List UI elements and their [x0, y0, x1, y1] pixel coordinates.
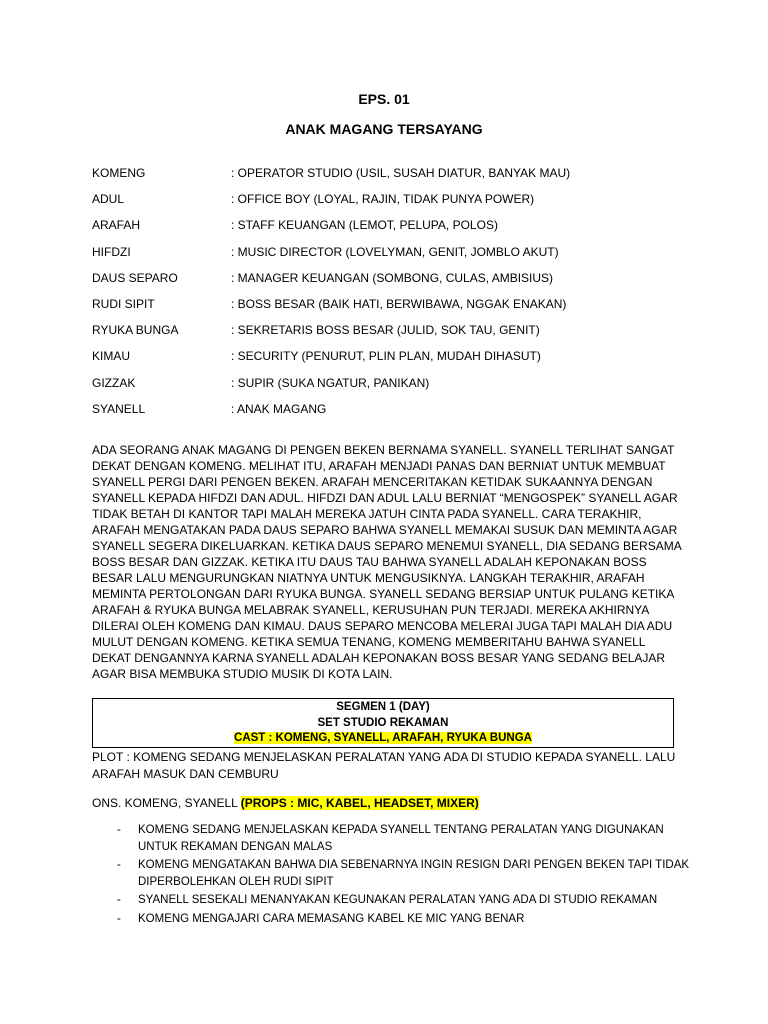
segment-set: SET STUDIO REKAMAN — [317, 716, 449, 729]
cast-row — [92, 217, 692, 243]
bullet-text: KOMENG SEDANG MENJELASKAN KEPADA SYANELL TENTANG PERALATAN YANG DIGUNAKAN UNTUK REKAMAN DENGAN MALAS — [138, 824, 664, 853]
synopsis-paragraph: ADA SEORANG ANAK MAGANG DI PENGEN BEKEN BERNAMA SYANELL. SYANELL TERLIHAT SANGAT DEKAT DENGAN KOMENG. MELIHAT ITU, ARAFAH MENJADI PANAS DAN BERNIAT UNTUK MEMBUAT SYANELL PERGI DARI PENGEN BEKEN. ARAFAH MENCERITAKAN KETIDAK SUKAANNYA DENGAN SYANELL KEPADA HIFDZI DAN ADUL. HIFDZI DAN ADUL LALU BERNIAT “MENGOSPEK” SYANELL AGAR TIDAK BETAH DI KANTOR TAPI MALAH MEREKA JATUH CINTA PADA SYANELL. CARA TERAKHIR, ARAFAH MENGATAKAN PADA DAUS SEPARO BAHWA SYANELL MEMAKAI SUSUK DAN MEMINTA AGAR SYANELL SEGERA DIKELUARKAN. KETIKA DAUS SEPARO MENEMUI SYANELL, DIA SEDANG BERSAMA BOSS BESAR DAN GIZZAK. KETIKA ITU DAUS TAU BAHWA SYANELL ADALAH KEPONAKAN BOSS BESAR LALU MENGURUNGKAN NIATNYA UNTUK MENGUSIKNYA. LANGKAH TERAKHIR, ARAFAH MEMINTA PERTOLONGAN DARI RYUKA BUNGA. SYANELL SEDANG BERSIAP UNTUK PULANG KETIKA ARAFAH & RYUKA BUNGA MELABRAK SYANELL, KERUSUHAN PUN TERJADI. MEREKA AKHIRNYA DILERAI OLEH KOMENG DAN KIMAU. DAUS SEPARO MENCOBA MELERAI JUGA TAPI MALAH DIA ADU MULUT DENGAN KOMENG. KETIKA SEMUA TENANG, KOMENG MEMBERITAHU BAHWA SYANELL DEKAT DENGANNYA KARNA SYANELL ADALAH KEPONAKAN BOSS BESAR YANG SEDANG BELAJAR AGAR BISA MEMBUKA STUDIO MUSIK DI KOTA LAIN. — [92, 443, 682, 681]
cast-row — [92, 165, 692, 191]
cast-row — [92, 401, 692, 427]
cast-list — [92, 165, 692, 427]
segment-cast-line — [93, 731, 673, 747]
plot-text: PLOT : KOMENG SEDANG MENJELASKAN PERALATAN YANG ADA DI STUDIO KEPADA SYANELL. LALU ARAFAH MASUK DAN CEMBURU — [92, 750, 676, 781]
ons-props: (PROPS : MIC, KABEL, HEADSET, MIXER) — [240, 796, 479, 810]
cast-row — [92, 296, 692, 322]
cast-name: SYANELL — [92, 401, 146, 416]
list-item — [92, 857, 692, 890]
segment-heading: SEGMEN 1 (DAY) — [336, 701, 430, 713]
list-item — [92, 822, 692, 855]
cast-name: KOMENG — [92, 166, 146, 180]
cast-name: DAUS SEPARO — [92, 270, 178, 285]
list-item — [92, 892, 692, 909]
list-item — [92, 911, 692, 928]
cast-row — [92, 375, 692, 401]
ons-line — [92, 795, 682, 811]
episode-number: EPS. 01 — [358, 91, 410, 107]
bullet-text: KOMENG MENGAJARI CARA MEMASANG KABEL KE MIC YANG BENAR — [138, 912, 525, 925]
cast-role: : ANAK MAGANG — [231, 401, 327, 416]
bullet-text: KOMENG MENGATAKAN BAHWA DIA SEBENARNYA INGIN RESIGN DARI PENGEN BEKEN TAPI TIDAK DIPERBOLEHKAN OLEH RUDI SIPIT — [138, 859, 690, 888]
cast-row — [92, 322, 692, 348]
cast-role: : OFFICE BOY (LOYAL, RAJIN, TIDAK PUNYA POWER) — [231, 192, 535, 207]
cast-row — [92, 270, 692, 296]
cast-role: : STAFF KEUANGAN (LEMOT, PELUPA, POLOS) — [231, 218, 498, 233]
segment-header-box — [92, 698, 674, 748]
cast-name: KIMAU — [92, 349, 131, 364]
bullet-dash: - — [117, 859, 121, 871]
cast-name: RUDI SIPIT — [92, 296, 155, 311]
cast-name: GIZZAK — [92, 375, 136, 390]
cast-role: : BOSS BESAR (BAIK HATI, BERWIBAWA, NGGAK ENAKAN) — [231, 296, 567, 311]
cast-role: : OPERATOR STUDIO (USIL, SUSAH DIATUR, BANYAK MAU) — [231, 166, 571, 180]
cast-name: HIFDZI — [92, 244, 131, 259]
segment-cast: CAST : KOMENG, SYANELL, ARAFAH, RYUKA BUNGA — [234, 732, 532, 744]
cast-name: RYUKA BUNGA — [92, 323, 179, 338]
cast-role: : MUSIC DIRECTOR (LOVELYMAN, GENIT, JOMBLO AKUT) — [231, 244, 559, 259]
bullet-text: SYANELL SESEKALI MENANYAKAN KEGUNAKAN PERALATAN YANG ADA DI STUDIO REKAMAN — [138, 894, 658, 906]
bullet-dash: - — [117, 824, 121, 836]
ons-label: ONS. KOMENG, SYANELL — [92, 796, 241, 810]
action-list — [92, 822, 692, 929]
cast-role: : SUPIR (SUKA NGATUR, PANIKAN) — [231, 375, 430, 390]
cast-role: : SEKRETARIS BOSS BESAR (JULID, SOK TAU, GENIT) — [231, 323, 540, 338]
cast-role: : SECURITY (PENURUT, PLIN PLAN, MUDAH DIHASUT) — [231, 349, 541, 364]
episode-title: ANAK MAGANG TERSAYANG — [285, 121, 483, 137]
bullet-dash: - — [117, 894, 121, 906]
cast-row — [92, 191, 692, 217]
cast-row — [92, 244, 692, 270]
cast-name: ADUL — [92, 192, 125, 207]
cast-role: : MANAGER KEUANGAN (SOMBONG, CULAS, AMBISIUS) — [231, 270, 554, 285]
cast-name: ARAFAH — [92, 218, 141, 233]
cast-row — [92, 348, 692, 374]
bullet-dash: - — [117, 912, 121, 925]
